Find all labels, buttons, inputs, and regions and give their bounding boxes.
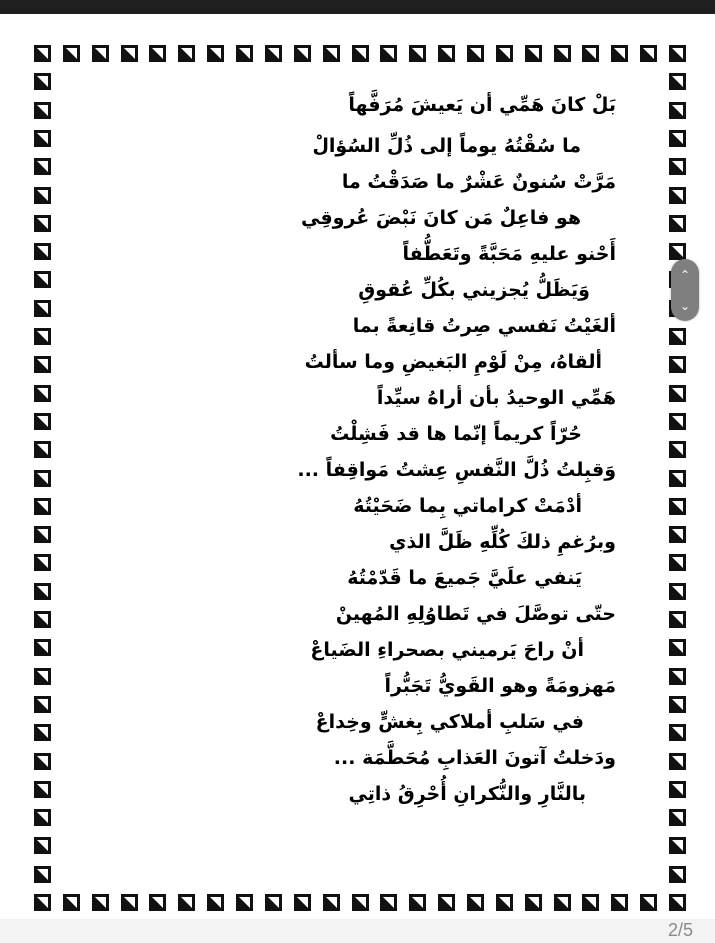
- poem-line: أدْمَتْ كراماتي بِما ضَحَيْتُهُ: [353, 495, 582, 517]
- poem-line: هَمِّي الوحيدُ بأن أراهُ سيِّداً: [376, 387, 616, 409]
- chevron-down-icon[interactable]: ⌄: [679, 298, 691, 313]
- poem-line: يَنفي علَيَّ جَميعَ ما قَدّمْتُهُ: [347, 567, 582, 589]
- chevron-up-icon[interactable]: ⌃: [679, 267, 691, 282]
- poem-line: أنْ راحَ يَرميني بصحراءِ الضَياعْ: [310, 639, 584, 661]
- poem-line: ودَخلتُ آتونَ العَذابِ مُحَطَّمَة ...: [333, 747, 616, 769]
- poem-line: حُرّاً كريماً إنّما ها قد فَشِلْتُ: [330, 423, 582, 445]
- poem-line: حتّى توصَّلَ في تَطاوُلِهِ المُهينْ: [335, 603, 616, 625]
- poem-line: وَيَظَلُّ يُجزيني بكُلِّ عُقوقِ: [358, 279, 590, 301]
- poem-line: هو فاعِلٌ مَن كانَ نَبْضَ عُروقِي: [300, 207, 581, 229]
- page-counter: 2/5: [667, 920, 693, 940]
- poem-line: بالنَّارِ والنُّكرانِ أُحْرِقُ ذاتِي: [348, 783, 586, 805]
- poem-line: أَحْنو عليهِ مَحَبَّةً وتَعَطُّفاً: [402, 243, 616, 265]
- poem-line: ألغَيْتُ نَفسي صِرتُ قانِعةً بما: [352, 315, 616, 337]
- poem-line: مَرَّتْ سُنونٌ عَشْرٌ ما صَدَقْتُ ما: [341, 171, 616, 193]
- page-scroll-control: [671, 259, 699, 321]
- poem-line: ما سُقْتُهُ يوماً إلى ذُلِّ السُؤالْ: [312, 135, 581, 157]
- poem-line: ألقاهُ، مِنْ لَوْمِ البَغيضِ وما سألتُ: [304, 351, 602, 373]
- poem-line: وَقبِلتُ ذُلَّ النَّفسِ عِشتُ مَواقِفاً ...: [297, 459, 616, 481]
- poem-line: بَلْ كانَ هَمِّي أن يَعيشَ مُرَفَّهاً: [348, 94, 616, 116]
- poem-line: وبرُغمِ ذلكَ كُلِّهِ ظَلَّ الذي: [389, 531, 616, 553]
- poem-line: مَهزومَةً وهو القَويُّ تَجَبُّراً: [384, 675, 616, 697]
- poem-line: في سَلبِ أملاكي بِغشٍّ وخِداعْ: [315, 711, 584, 733]
- viewer-bottom-strip: [0, 919, 715, 943]
